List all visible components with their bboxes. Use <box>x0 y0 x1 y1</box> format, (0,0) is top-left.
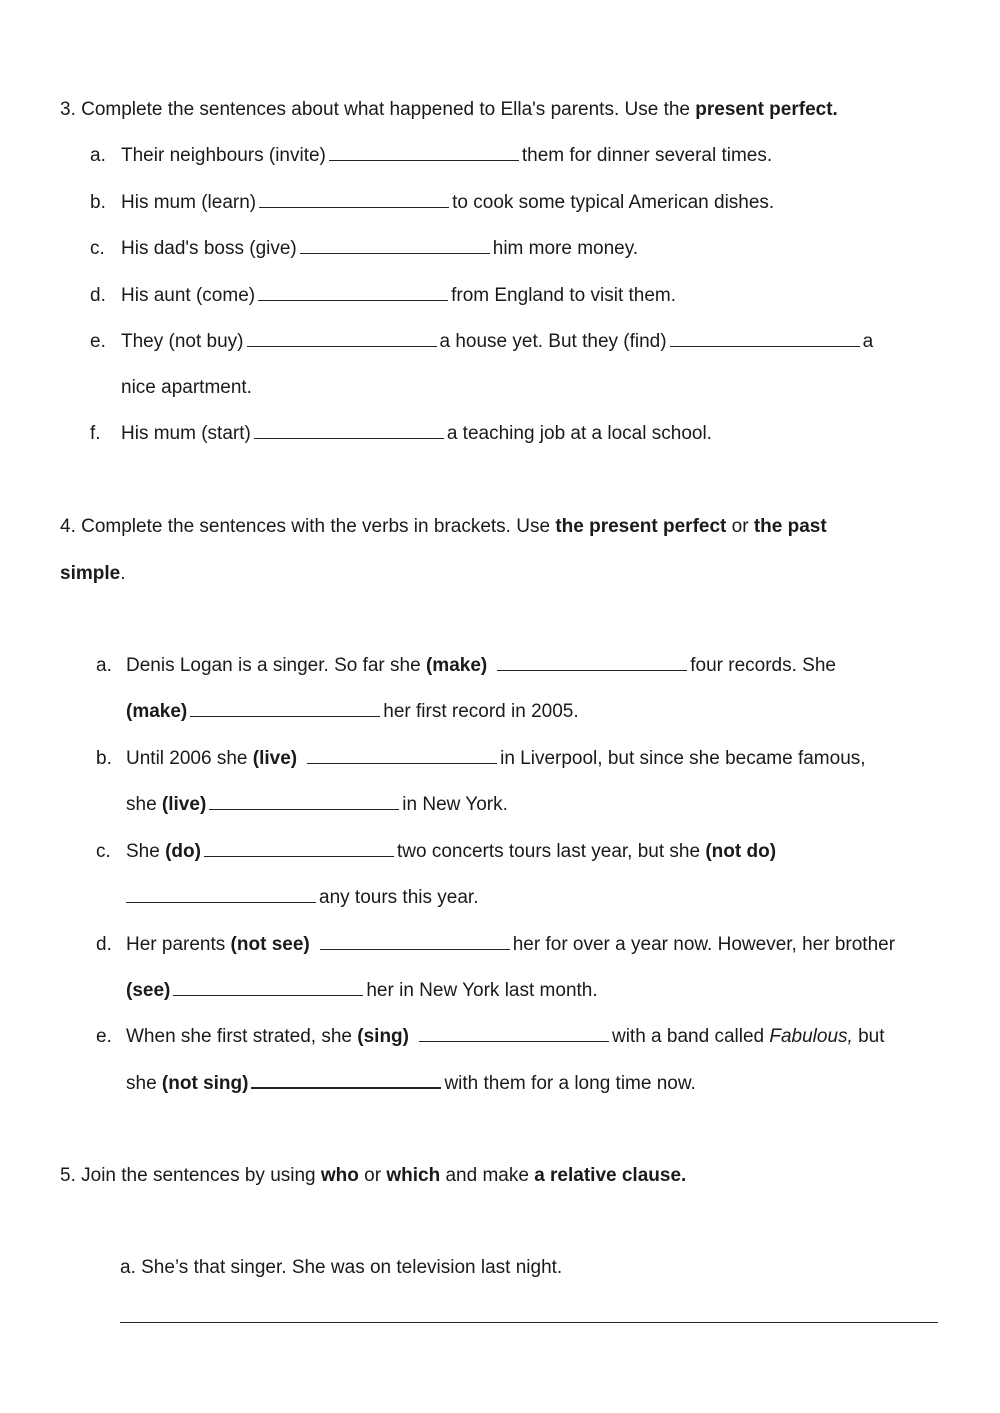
q3-item-b: b. His mum (learn) to cook some typical American dishes. <box>90 192 775 213</box>
answer-blank[interactable] <box>190 700 380 717</box>
q3-item-a: a. Their neighbours (invite) them for dinner several times. <box>90 145 773 166</box>
q4-item-b-continued: she (live) in New York. <box>126 794 508 815</box>
q3-instruction: 3. Complete the sentences about what happened to Ella's parents. Use the present perfect. <box>60 99 838 120</box>
answer-blank[interactable] <box>320 933 510 950</box>
answer-blank[interactable] <box>497 654 687 671</box>
q4-item-e-continued: she (not sing) with them for a long time now. <box>126 1073 696 1094</box>
q5-item-a: a. She’s that singer. She was on television last night. <box>120 1257 563 1278</box>
answer-blank[interactable] <box>251 1071 441 1089</box>
answer-blank[interactable] <box>259 191 449 208</box>
q4-item-e: e. When she first strated, she (sing) with a band called Fabulous, but <box>96 1026 885 1047</box>
q4-item-d: d. Her parents (not see) her for over a year now. However, her brother <box>96 934 896 955</box>
answer-blank[interactable] <box>419 1025 609 1042</box>
answer-blank[interactable] <box>247 330 437 347</box>
q4-item-c: c. She (do) two concerts tours last year, but she (not do) <box>96 841 777 862</box>
q4-item-d-continued: (see) her in New York last month. <box>126 980 598 1001</box>
answer-blank[interactable] <box>329 144 519 161</box>
q4-instruction-continued: simple. <box>60 563 126 584</box>
answer-blank[interactable] <box>209 793 399 810</box>
q3-item-e: e. They (not buy) a house yet. But they (find) a <box>90 331 874 352</box>
q5-instruction: 5. Join the sentences by using who or which and make a relative clause. <box>60 1165 687 1186</box>
q3-item-e-continued: nice apartment. <box>121 377 252 398</box>
answer-blank[interactable] <box>254 422 444 439</box>
answer-blank[interactable] <box>307 747 497 764</box>
q5-answer-line[interactable] <box>120 1322 938 1323</box>
q4-instruction: 4. Complete the sentences with the verbs in brackets. Use the present perfect or the past <box>60 516 827 537</box>
answer-blank[interactable] <box>670 330 860 347</box>
q3-item-f: f. His mum (start) a teaching job at a local school. <box>90 423 712 444</box>
answer-blank[interactable] <box>258 284 448 301</box>
q4-item-a: a. Denis Logan is a singer. So far she (make) four records. She <box>96 655 836 676</box>
answer-blank[interactable] <box>300 237 490 254</box>
answer-blank[interactable] <box>204 840 394 857</box>
answer-blank[interactable] <box>173 979 363 996</box>
q4-item-b: b. Until 2006 she (live) in Liverpool, but since she became famous, <box>96 748 866 769</box>
answer-blank[interactable] <box>126 886 316 903</box>
q3-item-d: d. His aunt (come) from England to visit them. <box>90 285 677 306</box>
q4-item-a-continued: (make) her first record in 2005. <box>126 701 579 722</box>
q3-item-c: c. His dad's boss (give) him more money. <box>90 238 639 259</box>
q4-item-c-continued: any tours this year. <box>126 886 478 910</box>
